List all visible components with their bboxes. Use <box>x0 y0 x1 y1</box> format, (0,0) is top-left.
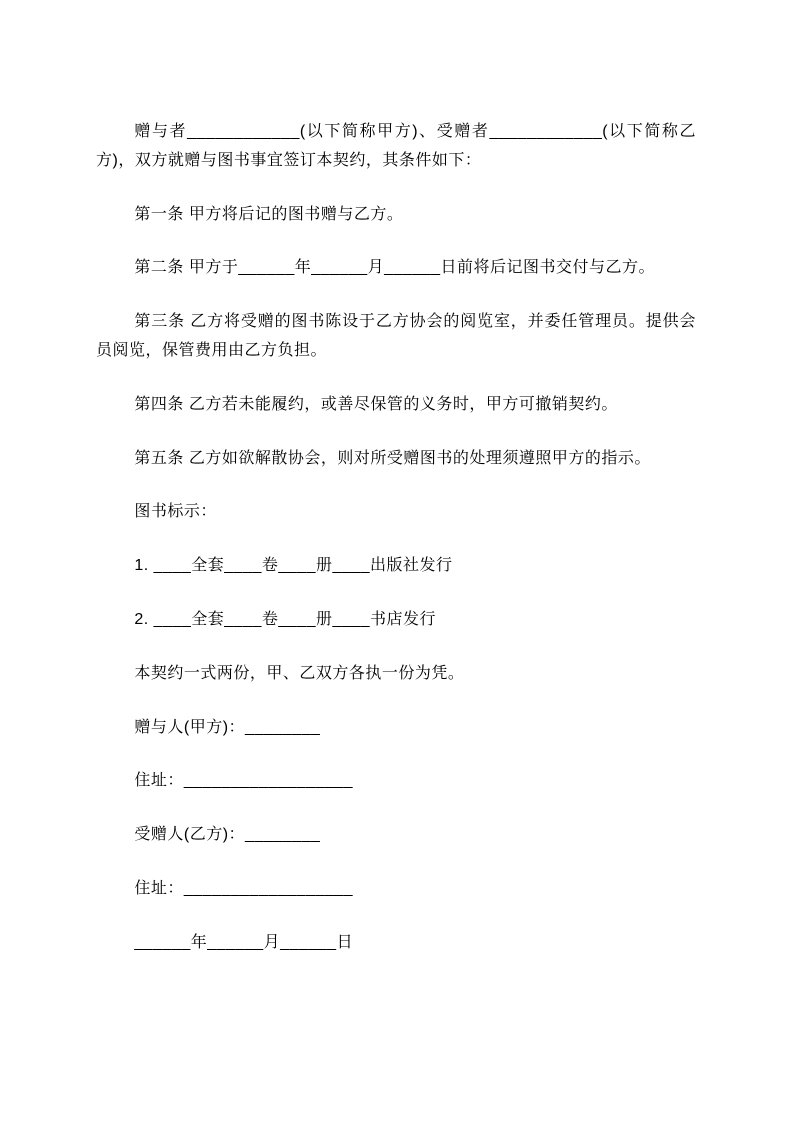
recipient-signature-line: 受赠人(乙方)：________ <box>134 826 321 844</box>
recipient-address-line: 住址：__________________ <box>134 879 354 897</box>
donor-address-line: 住址：__________________ <box>134 772 354 790</box>
copies-note: 本契约一式两份，甲、乙双方各执一份为凭。 <box>134 664 465 682</box>
book-label-heading: 图书标示： <box>134 503 217 521</box>
clause-3: 第三条 乙方将受赠的图书陈设于乙方协会的阅览室，并委任管理员。提供会员阅览，保管费用由乙方负担。 <box>96 313 696 359</box>
clause-1: 第一条 甲方将后记的图书赠与乙方。 <box>134 205 404 223</box>
book-item-2: 2. ____全套____卷____册____书店发行 <box>134 610 437 628</box>
book-item-1: 1. ____全套____卷____册____出版社发行 <box>134 557 453 575</box>
donor-signature-line: 赠与人(甲方)：________ <box>134 718 321 736</box>
clause-4: 第四条 乙方若未能履约，或善尽保管的义务时，甲方可撤销契约。 <box>134 395 618 413</box>
clause-5: 第五条 乙方如欲解散协会，则对所受赠图书的处理须遵照甲方的指示。 <box>134 449 651 467</box>
date-line: ______年______月______日 <box>134 933 354 951</box>
contract-intro: 赠与者____________(以下简称甲方)、受赠者____________(以下简称乙方)，双方就赠与图书事宜签订本契约，其条件如下： <box>96 123 696 169</box>
clause-2: 第二条 甲方于______年______月______日前将后记图书交付与乙方。 <box>134 259 656 277</box>
